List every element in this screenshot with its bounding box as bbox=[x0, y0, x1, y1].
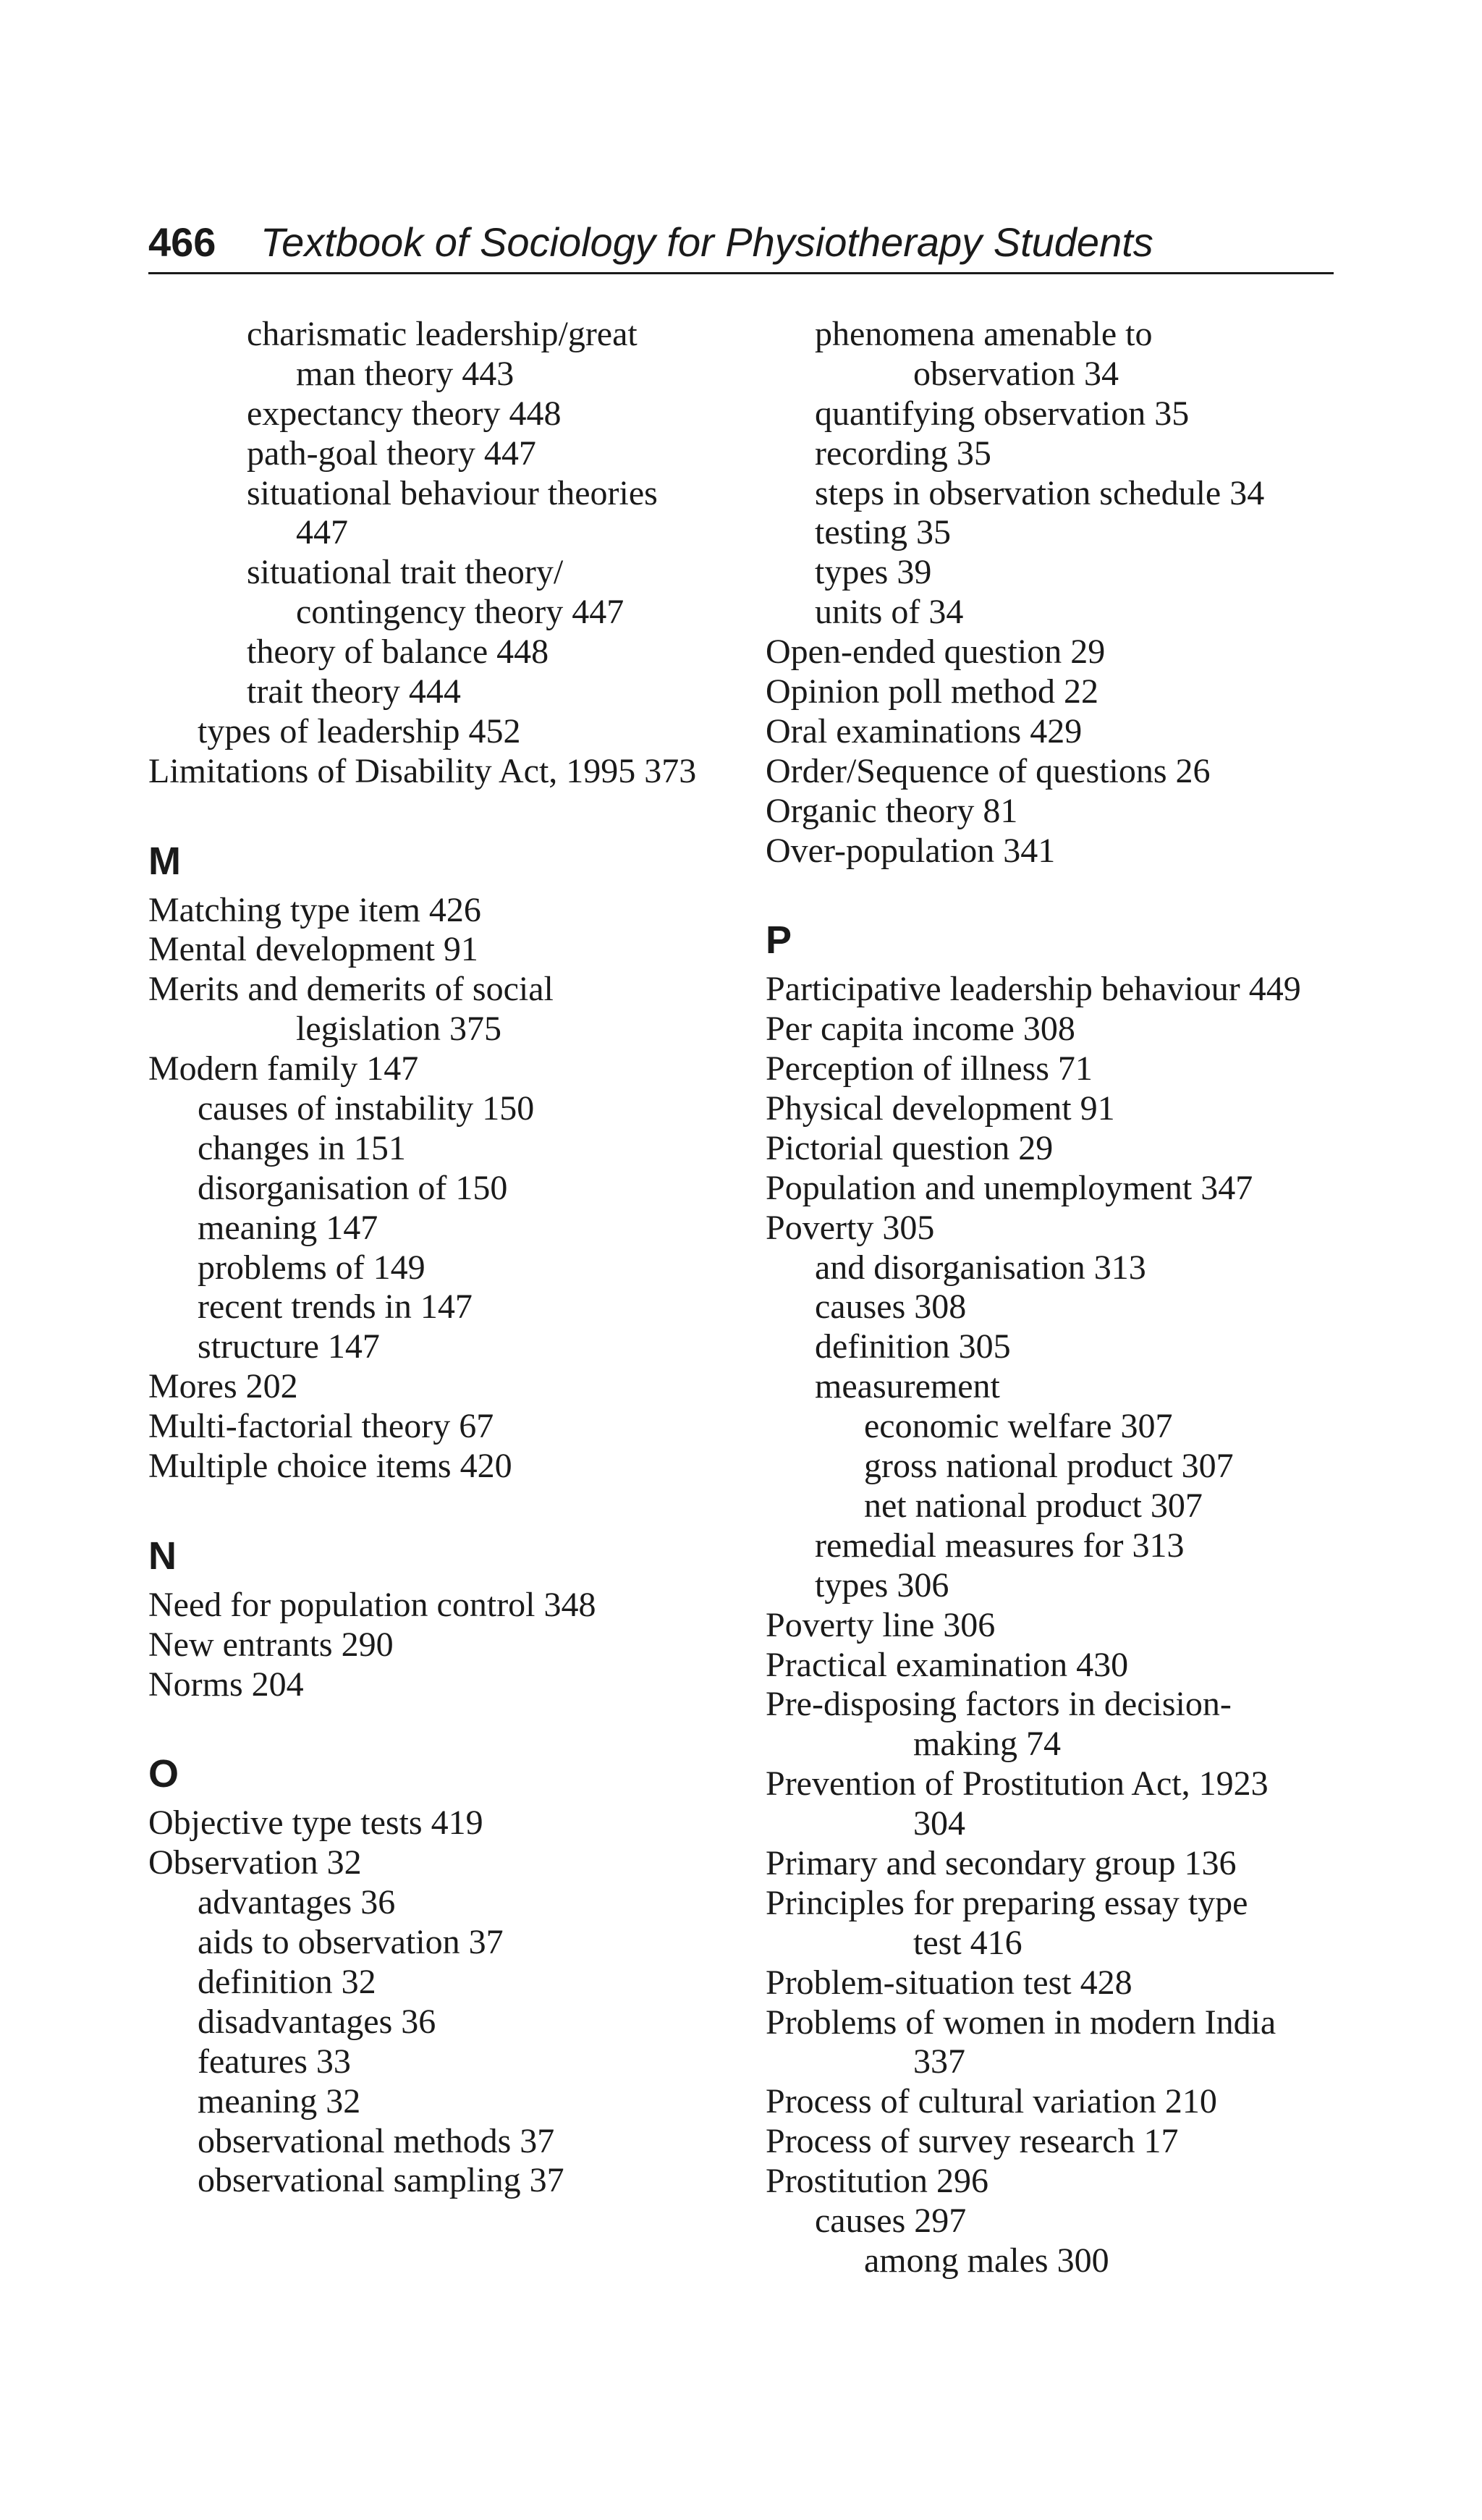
page-number: 466 bbox=[148, 219, 216, 265]
section-letter-heading: M bbox=[148, 839, 181, 883]
index-subentry: expectancy theory 448 bbox=[247, 394, 562, 433]
index-subentry: recording 35 bbox=[815, 434, 991, 473]
index-entry: Observation 32 bbox=[148, 1843, 362, 1882]
index-entry: Order/Sequence of questions 26 bbox=[766, 751, 1211, 790]
index-subentry: advantages 36 bbox=[198, 1883, 396, 1922]
index-entry: Organic theory 81 bbox=[766, 791, 1018, 830]
index-entry: Problem-situation test 428 bbox=[766, 1963, 1132, 2002]
index-subentry: causes of instability 150 bbox=[198, 1089, 535, 1128]
section-gap bbox=[148, 1487, 727, 1526]
index-column-left bbox=[148, 315, 727, 2201]
index-subentry: observational methods 37 bbox=[198, 2121, 555, 2160]
index-subentry: and disorganisation 313 bbox=[815, 1248, 1146, 1287]
index-entry: Perception of illness 71 bbox=[766, 1049, 1093, 1088]
index-entry: Primary and secondary group 136 bbox=[766, 1843, 1237, 1882]
index-subentry: 447 bbox=[296, 513, 348, 552]
index-subentry: gross national product 307 bbox=[864, 1447, 1234, 1486]
index-entry: Open-ended question 29 bbox=[766, 633, 1106, 672]
index-subentry: testing 35 bbox=[815, 513, 951, 552]
index-entry: Mores 202 bbox=[148, 1367, 298, 1406]
index-subentry: types 39 bbox=[815, 553, 932, 592]
index-subentry: recent trends in 147 bbox=[198, 1288, 473, 1327]
index-entry: Oral examinations 429 bbox=[766, 711, 1083, 750]
index-entry: Opinion poll method 22 bbox=[766, 672, 1098, 711]
index-subentry: disorganisation of 150 bbox=[198, 1168, 508, 1207]
index-subentry: measurement bbox=[815, 1367, 1000, 1406]
index-subentry: types of leadership 452 bbox=[198, 711, 521, 750]
index-subentry: structure 147 bbox=[198, 1327, 380, 1366]
index-subentry: steps in observation schedule 34 bbox=[815, 473, 1265, 512]
index-subentry: 337 bbox=[913, 2042, 965, 2081]
index-entry: Pre-disposing factors in decision- bbox=[766, 1685, 1232, 1724]
index-subentry: definition 32 bbox=[198, 1962, 376, 2001]
index-column-right bbox=[766, 315, 1337, 2281]
index-entry: Prevention of Prostitution Act, 1923 bbox=[766, 1764, 1269, 1804]
index-subentry: theory of balance 448 bbox=[247, 633, 549, 672]
index-entry: Poverty line 306 bbox=[766, 1605, 996, 1644]
index-subentry: test 416 bbox=[913, 1923, 1022, 1962]
index-entry: Objective type tests 419 bbox=[148, 1804, 483, 1843]
index-subentry: net national product 307 bbox=[864, 1486, 1203, 1525]
index-entry: Principles for preparing essay type bbox=[766, 1883, 1248, 1922]
index-subentry: path-goal theory 447 bbox=[247, 434, 536, 473]
section-letter-heading: O bbox=[148, 1752, 179, 1796]
index-entry: Merits and demerits of social bbox=[148, 970, 554, 1009]
index-subentry: 304 bbox=[913, 1804, 965, 1843]
running-header bbox=[148, 216, 1334, 274]
index-subentry: contingency theory 447 bbox=[296, 593, 624, 632]
index-entry: Process of survey research 17 bbox=[766, 2122, 1179, 2161]
index-subentry: situational trait theory/ bbox=[247, 553, 564, 592]
index-entry: Per capita income 308 bbox=[766, 1010, 1075, 1049]
index-entry: New entrants 290 bbox=[148, 1625, 394, 1664]
section-gap bbox=[766, 871, 1337, 910]
index-subentry: observation 34 bbox=[913, 354, 1119, 393]
index-entry: Need for population control 348 bbox=[148, 1585, 596, 1624]
section-gap bbox=[148, 1705, 727, 1745]
index-entry: Multiple choice items 420 bbox=[148, 1447, 512, 1486]
index-entry: Prostitution 296 bbox=[766, 2162, 989, 2201]
index-subentry: problems of 149 bbox=[198, 1248, 425, 1287]
index-subentry: features 33 bbox=[198, 2042, 351, 2081]
index-entry: Matching type item 426 bbox=[148, 890, 481, 929]
index-subentry: among males 300 bbox=[864, 2241, 1109, 2280]
index-subentry: phenomena amenable to bbox=[815, 315, 1153, 353]
index-subentry: causes 297 bbox=[815, 2201, 967, 2240]
index-entry: Problems of women in modern India bbox=[766, 2003, 1276, 2042]
index-entry: Physical development 91 bbox=[766, 1089, 1115, 1128]
index-subentry: making 74 bbox=[913, 1725, 1061, 1764]
index-subentry: aids to observation 37 bbox=[198, 1923, 504, 1962]
index-subentry: meaning 147 bbox=[198, 1208, 378, 1247]
index-entry: Multi-factorial theory 67 bbox=[148, 1407, 494, 1446]
index-entry: Norms 204 bbox=[148, 1665, 304, 1704]
index-entry: Population and unemployment 347 bbox=[766, 1168, 1253, 1207]
index-subentry: remedial measures for 313 bbox=[815, 1526, 1185, 1565]
section-gap bbox=[148, 792, 727, 832]
index-entry: Over-population 341 bbox=[766, 831, 1056, 870]
index-entry: Process of cultural variation 210 bbox=[766, 2082, 1217, 2121]
index-subentry: changes in 151 bbox=[198, 1128, 406, 1167]
index-subentry: causes 308 bbox=[815, 1288, 967, 1327]
index-entry: Modern family 147 bbox=[148, 1049, 419, 1088]
section-letter-heading: N bbox=[148, 1534, 177, 1578]
index-subentry: economic welfare 307 bbox=[864, 1407, 1173, 1446]
index-entry: Pictorial question 29 bbox=[766, 1128, 1054, 1167]
index-subentry: situational behaviour theories bbox=[247, 473, 658, 512]
index-subentry: definition 305 bbox=[815, 1327, 1011, 1366]
index-entry: Poverty 305 bbox=[766, 1208, 935, 1247]
index-subentry: charismatic leadership/great bbox=[247, 315, 638, 353]
index-entry: Mental development 91 bbox=[148, 930, 478, 969]
index-entry: Practical examination 430 bbox=[766, 1645, 1129, 1684]
index-subentry: legislation 375 bbox=[296, 1010, 501, 1049]
index-entry: Participative leadership behaviour 449 bbox=[766, 970, 1301, 1009]
index-subentry: observational sampling 37 bbox=[198, 2161, 564, 2200]
index-entry: Limitations of Disability Act, 1995 373 bbox=[148, 751, 697, 790]
index-subentry: types 306 bbox=[815, 1565, 949, 1604]
index-subentry: units of 34 bbox=[815, 593, 964, 632]
section-letter-heading: P bbox=[766, 918, 792, 963]
book-title: Textbook of Sociology for Physiotherapy Students bbox=[261, 219, 1153, 265]
index-subentry: man theory 443 bbox=[296, 354, 515, 393]
index-subentry: meaning 32 bbox=[198, 2081, 361, 2121]
index-subentry: disadvantages 36 bbox=[198, 2002, 436, 2041]
index-subentry: trait theory 444 bbox=[247, 672, 461, 711]
index-subentry: quantifying observation 35 bbox=[815, 394, 1190, 433]
